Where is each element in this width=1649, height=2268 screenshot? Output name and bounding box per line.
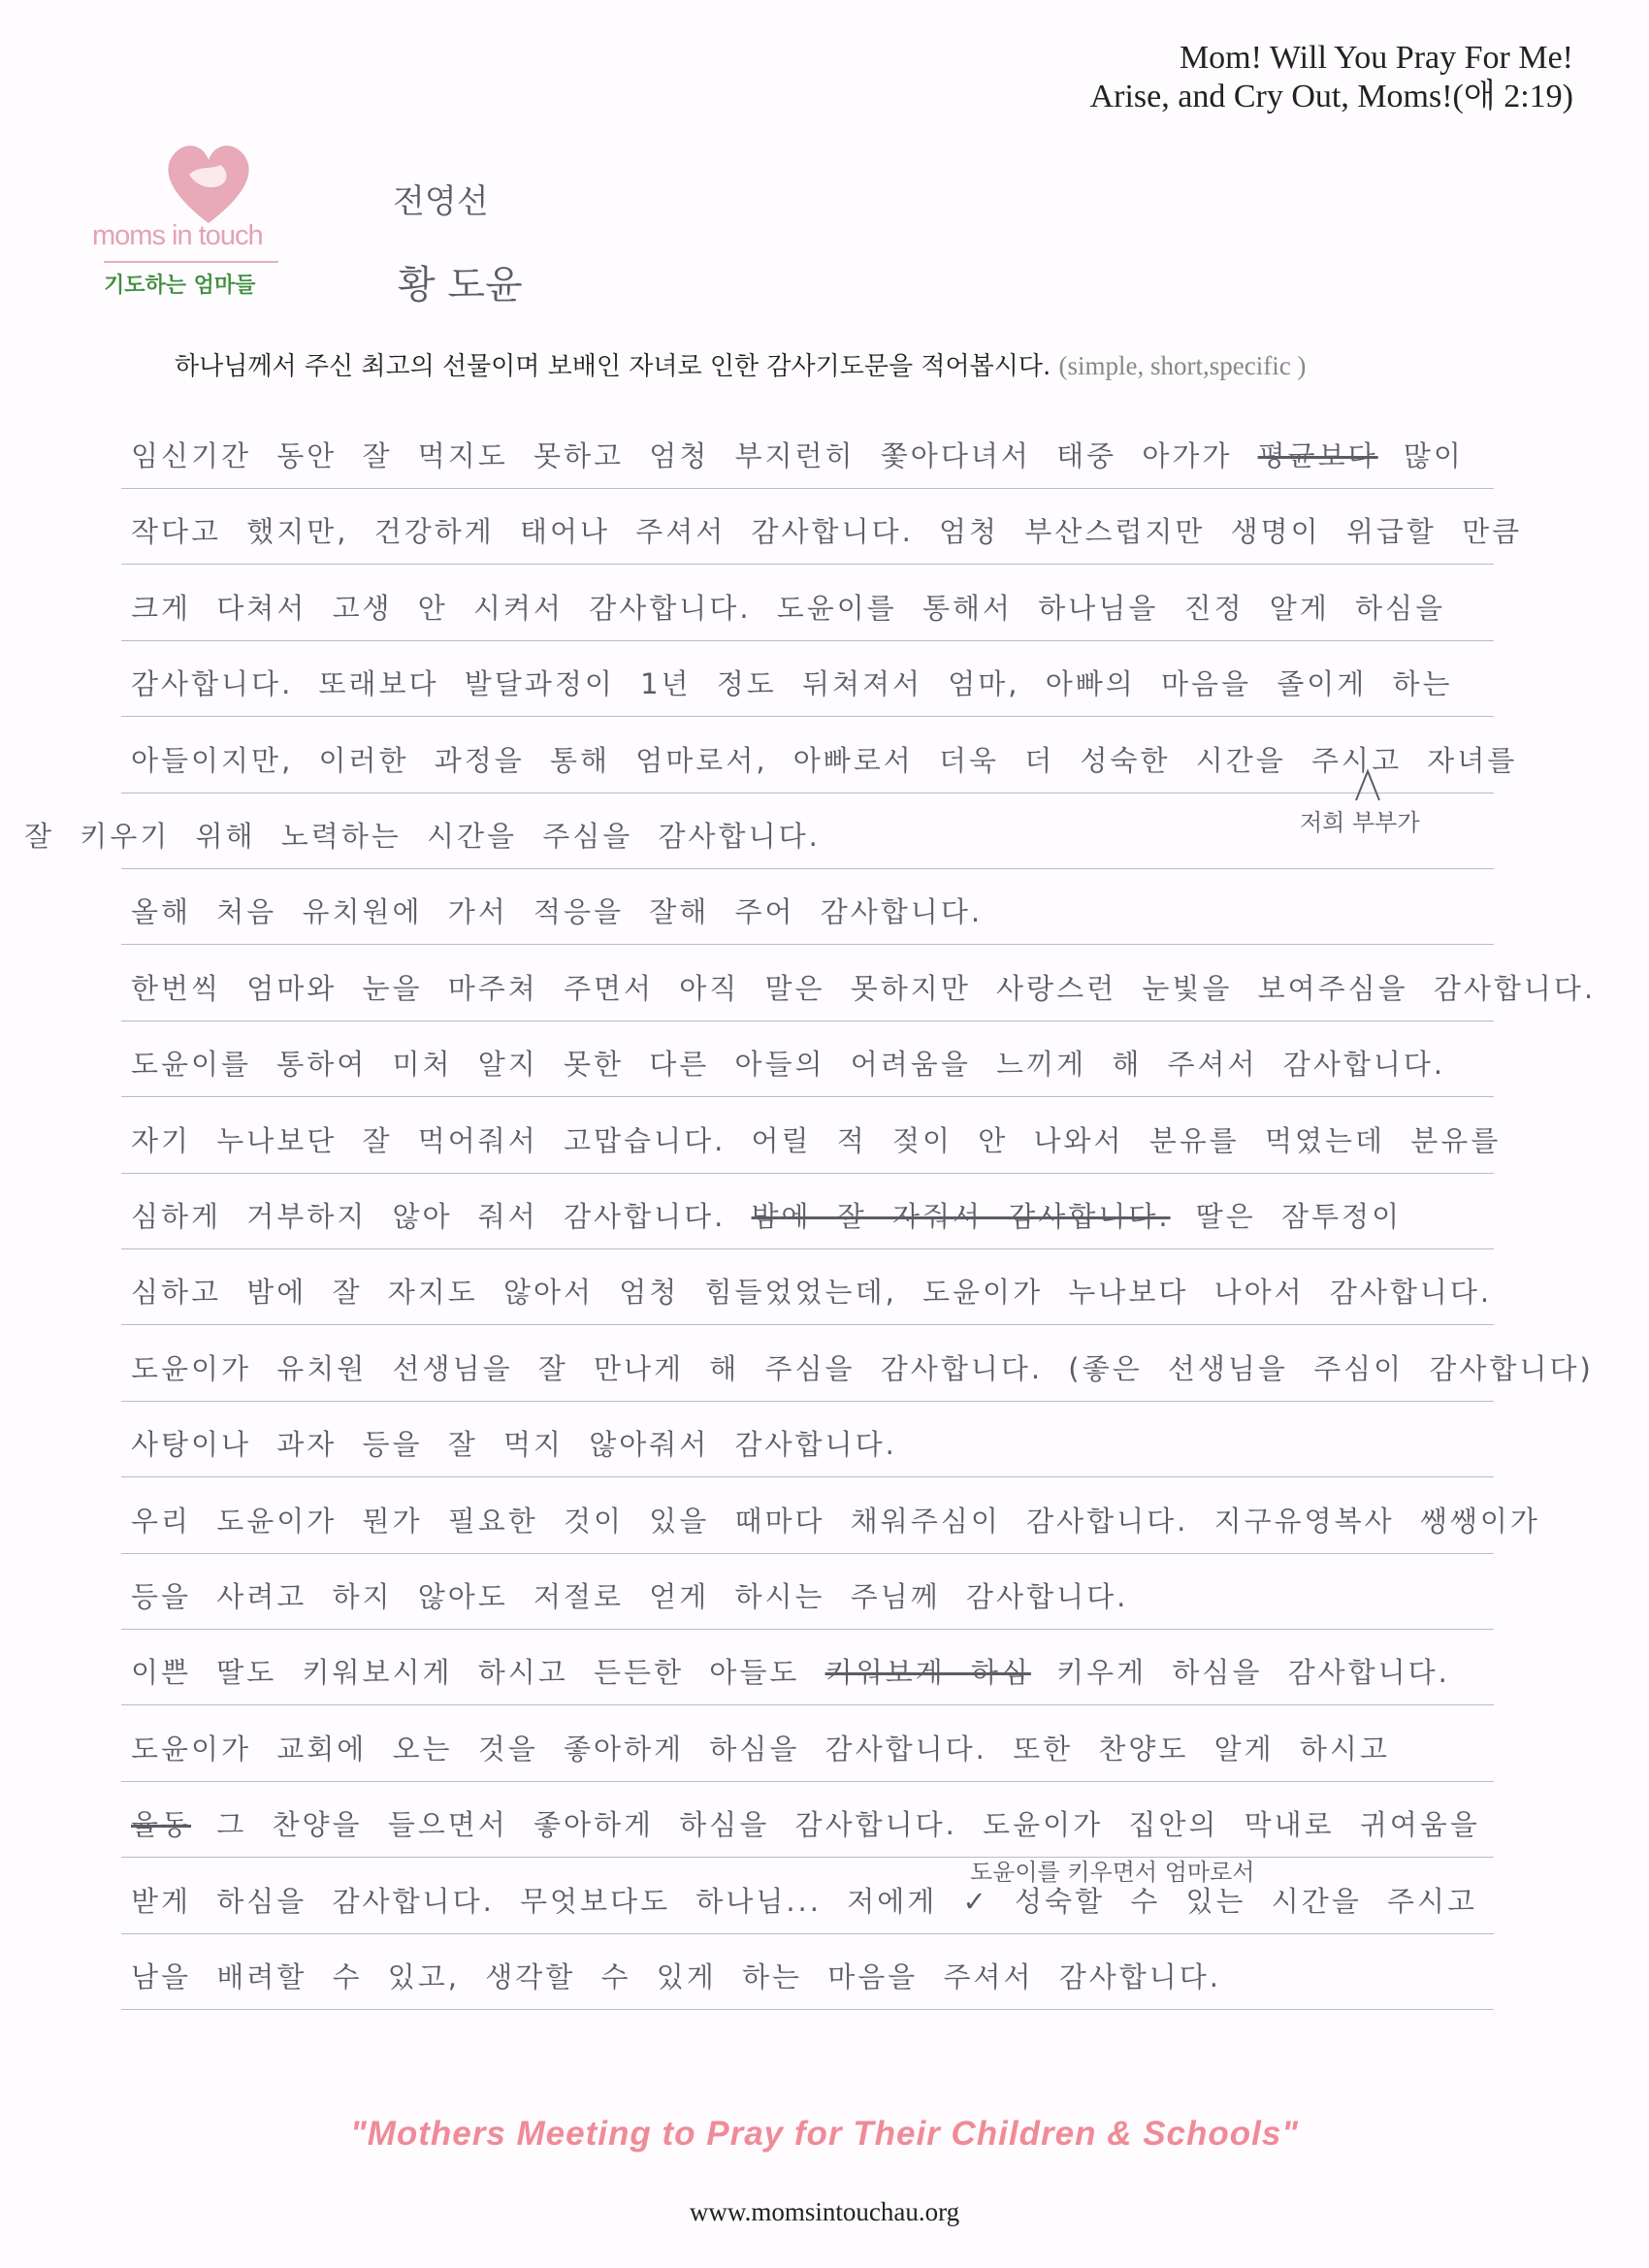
struck-text: 키워보게 하심 bbox=[824, 1656, 1031, 1690]
line-text: 이쁜 딸도 키워보시게 하시고 든든한 아들도 bbox=[131, 1656, 825, 1690]
struck-text: 평균보다 bbox=[1257, 439, 1378, 472]
child-name: 황 도윤 bbox=[398, 263, 523, 308]
handwritten-line bbox=[131, 663, 1453, 702]
ruled-line bbox=[121, 1248, 1494, 1249]
ruled-line bbox=[121, 1933, 1494, 1934]
line-text: 도윤이가 유치원 선생님을 잘 만나게 해 주심을 감사합니다. (좋은 선생님을 주심이 감사합니다) bbox=[131, 1351, 1594, 1385]
ruled-line bbox=[121, 1553, 1494, 1554]
handwritten-line bbox=[131, 1956, 1221, 1995]
instruction bbox=[175, 346, 1306, 382]
handwritten-line bbox=[131, 1880, 1477, 1920]
header-title: Mom! Will You Pray For Me! bbox=[1179, 40, 1573, 76]
handwritten-line bbox=[131, 739, 1517, 779]
ruled-line bbox=[121, 640, 1494, 641]
ruled-line bbox=[121, 944, 1494, 945]
handwritten-line bbox=[131, 1195, 1402, 1235]
line-text: 아들이지만, 이러한 과정을 통해 엄마로서, 아빠로서 더욱 더 성숙한 시간을 주시고 자녀를 bbox=[131, 743, 1518, 777]
line-text: 사탕이나 과자 등을 잘 먹지 않아줘서 감사합니다. bbox=[131, 1428, 897, 1462]
footer-url[interactable]: www.momsintouchau.org bbox=[689, 2197, 960, 2226]
line-text: 작다고 했지만, 건강하게 태어나 주셔서 감사합니다. 엄청 부산스럽지만 생명이 위급할 만큼 bbox=[131, 515, 1523, 549]
handwritten-line bbox=[131, 1271, 1492, 1311]
struck-text: 율동 bbox=[131, 1808, 192, 1842]
ruled-line bbox=[121, 1781, 1494, 1782]
handwritten-line bbox=[131, 967, 1596, 1007]
ruled-line bbox=[121, 488, 1494, 489]
handwritten-line bbox=[131, 1119, 1501, 1159]
instruction-korean: 하나님께서 주신 최고의 선물이며 보배인 자녀로 인한 감사기도문을 적어봅시다. bbox=[175, 352, 1051, 381]
handwritten-line bbox=[131, 891, 983, 930]
line-text: 우리 도윤이가 뭔가 필요한 것이 있을 때마다 채워주심이 감사합니다. 지구유영복사 쌩쌩이가 bbox=[131, 1504, 1540, 1538]
handwritten-line bbox=[131, 1347, 1594, 1387]
line-text: 임신기간 동안 잘 먹지도 못하고 엄청 부지런히 쫓아다녀서 태중 아가가 bbox=[131, 439, 1258, 472]
ruled-line bbox=[121, 1401, 1494, 1402]
handwritten-line bbox=[131, 1651, 1450, 1691]
footer-quote: "Mothers Meeting to Pray for Their Children & Schools" bbox=[350, 2115, 1299, 2153]
handwritten-line bbox=[131, 435, 1464, 474]
line-text: 도윤이가 교회에 오는 것을 좋아하게 하심을 감사합니다. 또한 찬양도 알게 하시고 bbox=[131, 1732, 1390, 1766]
handwritten-line bbox=[131, 1728, 1390, 1767]
line-text: 키우게 하심을 감사합니다. bbox=[1030, 1656, 1450, 1690]
line-text: 딸은 잠투정이 bbox=[1170, 1200, 1403, 1233]
ruled-line bbox=[121, 793, 1494, 794]
line-text: 그 찬양을 들으면서 좋아하게 하심을 감사합니다. 도윤이가 집안의 막내로 귀여움을 bbox=[191, 1808, 1480, 1842]
ruled-line bbox=[121, 564, 1494, 565]
handwritten-line bbox=[131, 587, 1445, 627]
handwritten-line bbox=[131, 1803, 1480, 1843]
handwritten-line bbox=[131, 510, 1522, 550]
insertion-note: 도윤이를 키우면서 엄마로서 bbox=[970, 1859, 1255, 1886]
line-text: 남을 배려할 수 있고, 생각할 수 있게 하는 마음을 주셔서 감사합니다. bbox=[131, 1960, 1221, 1993]
instruction-english: (simple, short,specific ) bbox=[1058, 351, 1307, 380]
handwritten-line bbox=[131, 1575, 1128, 1615]
header-subtitle: Arise, and Cry Out, Moms!(애 2:19) bbox=[1089, 79, 1573, 114]
line-text: 잘 키우기 위해 노력하는 시간을 주심을 감사합니다. bbox=[24, 820, 821, 853]
logo-divider bbox=[104, 255, 278, 263]
line-text: 심하고 밤에 잘 자지도 않아서 엄청 힘들었었는데, 도윤이가 누나보다 나아서 감사합니다. bbox=[131, 1276, 1493, 1310]
line-text: 한번씩 엄마와 눈을 마주쳐 주면서 아직 말은 못하지만 사랑스런 눈빛을 보여주심을 감사합니다. bbox=[131, 971, 1597, 1005]
line-text: 받게 하심을 감사합니다. 무엇보다도 하나님... 저에게 ✓ 성숙할 수 있는 시간을 주시고 bbox=[131, 1884, 1478, 1918]
handwritten-line bbox=[131, 1043, 1445, 1083]
line-text: 등을 사려고 하지 않아도 저절로 얻게 하시는 주님께 감사합니다. bbox=[131, 1580, 1129, 1613]
ruled-line bbox=[121, 2009, 1494, 2010]
line-text: 감사합니다. 또래보다 발달과정이 1년 정도 뒤쳐져서 엄마, 아빠의 마음을 졸이게 하는 bbox=[131, 667, 1453, 701]
moms-in-touch-logo bbox=[92, 131, 286, 306]
ruled-line bbox=[121, 1476, 1494, 1477]
line-text: 올해 처음 유치원에 가서 적응을 잘해 주어 감사합니다. bbox=[131, 895, 984, 929]
ruled-line bbox=[121, 1173, 1494, 1174]
insertion-note: 저희 부부가 bbox=[1300, 809, 1420, 836]
caret-insert-icon bbox=[1353, 766, 1382, 805]
ruled-line bbox=[121, 1096, 1494, 1097]
line-text: 도윤이를 통하여 미처 알지 못한 다른 아들의 어려움을 느끼게 해 주셔서 감사합니다. bbox=[131, 1048, 1446, 1082]
handwritten-line bbox=[131, 1423, 897, 1463]
ruled-line bbox=[121, 1324, 1494, 1325]
line-text: 자기 누나보단 잘 먹어줘서 고맙습니다. 어릴 적 젖이 안 나와서 분유를 먹였는데 분유를 bbox=[131, 1123, 1502, 1157]
line-text: 심하게 거부하지 않아 줘서 감사합니다. bbox=[131, 1200, 752, 1233]
ruled-line bbox=[121, 868, 1494, 869]
ruled-line bbox=[121, 716, 1494, 717]
line-text: 크게 다쳐서 고생 안 시켜서 감사합니다. 도윤이를 통해서 하나님을 진정 알게 하심을 bbox=[131, 591, 1446, 625]
ruled-line bbox=[121, 1857, 1494, 1858]
logo-tagline: 기도하는 엄마들 bbox=[104, 274, 256, 298]
handwritten-line bbox=[131, 1500, 1540, 1539]
struck-text: 밤에 잘 자줘서 감사합니다. bbox=[751, 1200, 1171, 1233]
ruled-line bbox=[121, 1629, 1494, 1630]
handwritten-line bbox=[24, 815, 821, 855]
ruled-line bbox=[121, 1704, 1494, 1705]
heart-logo-icon bbox=[160, 136, 257, 228]
mother-name: 전영선 bbox=[393, 182, 489, 221]
logo-wordmark: moms in touch bbox=[92, 220, 263, 251]
line-text: 많이 bbox=[1377, 439, 1464, 472]
